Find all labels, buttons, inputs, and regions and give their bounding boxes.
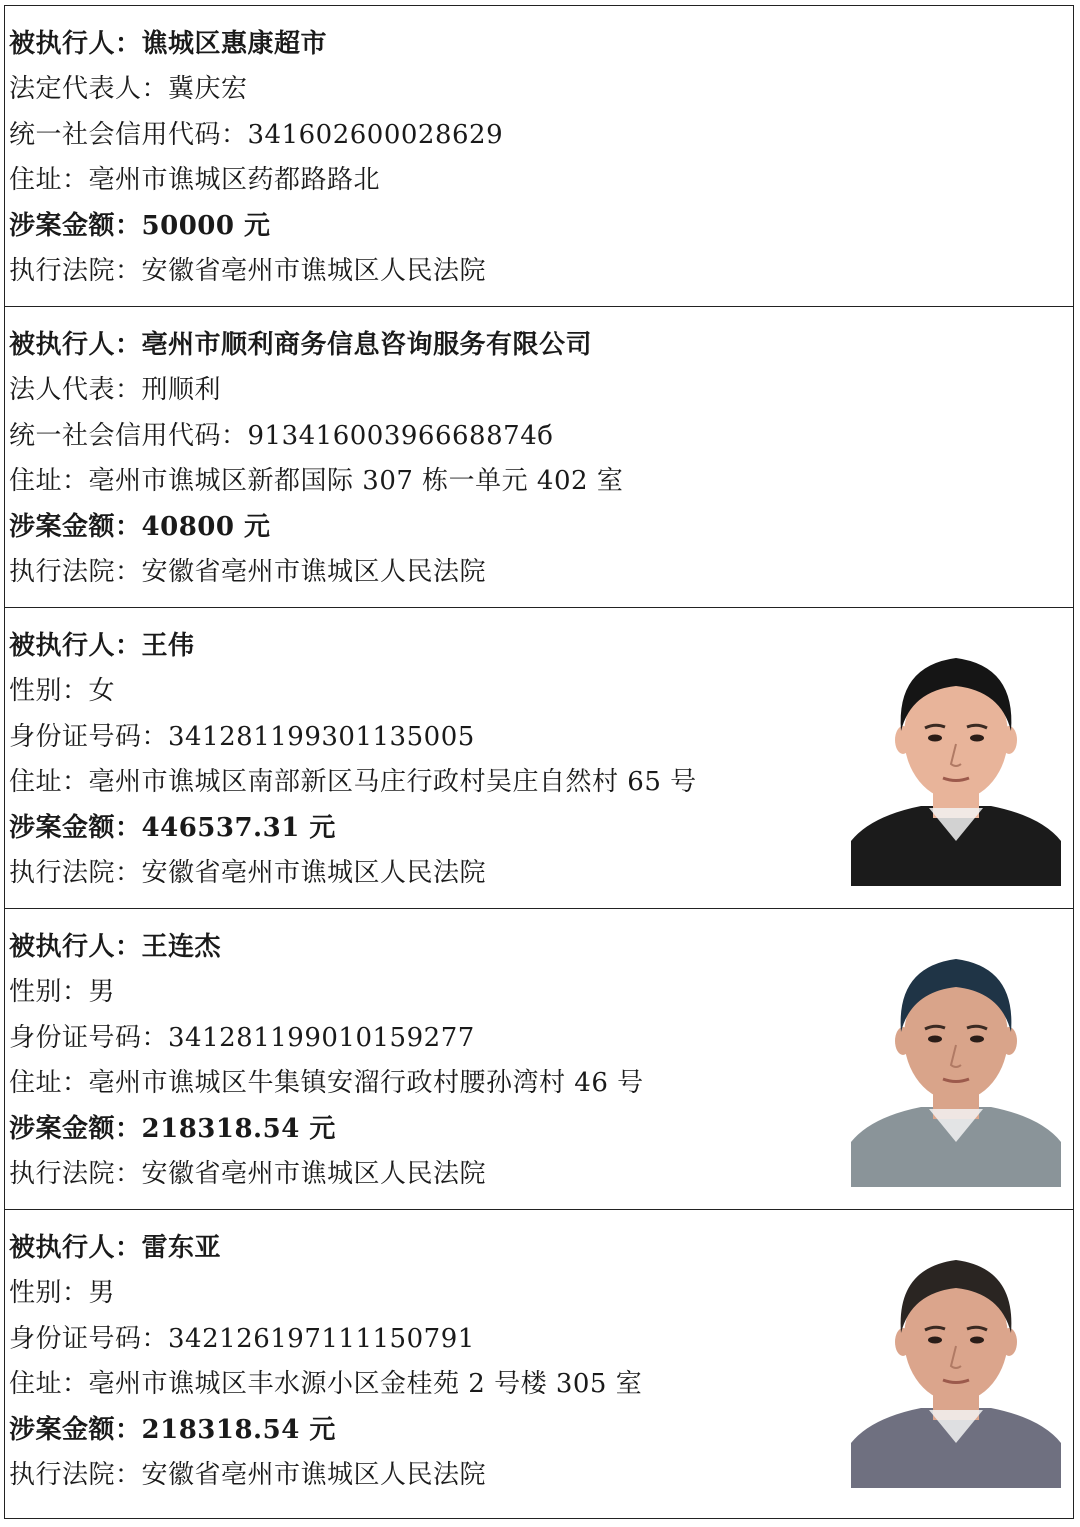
field-label: 住址： bbox=[9, 1369, 89, 1400]
field-value: 亳州市顺利商务信息咨询服务有限公司 bbox=[141, 330, 593, 360]
record-field bbox=[9, 249, 1073, 294]
field-value: 安徽省亳州市谯城区人民法院 bbox=[141, 1158, 487, 1189]
debtor-record bbox=[5, 608, 1073, 909]
debtor-record bbox=[5, 6, 1073, 307]
debtor-record bbox=[5, 909, 1073, 1210]
record-field bbox=[9, 505, 1073, 550]
record-field bbox=[9, 550, 1073, 595]
field-value: 50000 元 bbox=[141, 210, 271, 241]
field-label: 被执行人： bbox=[9, 631, 142, 661]
field-value: 安徽省亳州市谯城区人民法院 bbox=[141, 857, 487, 888]
field-value: 341602600028629 bbox=[247, 119, 504, 150]
record-field bbox=[9, 158, 1073, 203]
field-label: 性别： bbox=[9, 676, 89, 707]
field-label: 涉案金额： bbox=[9, 210, 142, 241]
field-value: 安徽省亳州市谯城区人民法院 bbox=[141, 1459, 487, 1490]
debtor-table bbox=[4, 5, 1074, 1519]
field-label: 被执行人： bbox=[9, 29, 142, 59]
field-label: 执行法院： bbox=[9, 255, 142, 286]
field-label: 被执行人： bbox=[9, 1233, 142, 1263]
field-label: 统一社会信用代码： bbox=[9, 420, 248, 451]
record-field bbox=[9, 22, 1073, 67]
record-field bbox=[9, 204, 1073, 249]
field-value: 218318.54 元 bbox=[141, 1113, 336, 1144]
field-value: 王伟 bbox=[141, 631, 195, 661]
record-field bbox=[9, 323, 1073, 368]
field-label: 涉案金额： bbox=[9, 812, 142, 843]
field-label: 法人代表： bbox=[9, 375, 142, 406]
field-label: 身份证号码： bbox=[9, 1022, 169, 1053]
field-value: 王连杰 bbox=[141, 932, 222, 962]
field-value: 亳州市谯城区药都路路北 bbox=[88, 165, 381, 196]
field-value: 342126197111150791 bbox=[168, 1323, 475, 1354]
field-label: 被执行人： bbox=[9, 330, 142, 360]
field-value: 冀庆宏 bbox=[168, 74, 248, 105]
field-value: 218318.54 元 bbox=[141, 1414, 336, 1445]
field-value: 谯城区惠康超市 bbox=[141, 29, 328, 59]
field-label: 住址： bbox=[9, 466, 89, 497]
field-label: 统一社会信用代码： bbox=[9, 119, 248, 150]
record-field bbox=[9, 368, 1073, 413]
field-label: 执行法院： bbox=[9, 1158, 142, 1189]
portrait-male-photo bbox=[851, 937, 1061, 1187]
field-label: 性别： bbox=[9, 1278, 89, 1309]
field-label: 身份证号码： bbox=[9, 721, 169, 752]
field-value: 男 bbox=[88, 977, 116, 1008]
debtor-record bbox=[5, 1210, 1073, 1518]
field-label: 住址： bbox=[9, 767, 89, 798]
field-label: 执行法院： bbox=[9, 857, 142, 888]
field-label: 执行法院： bbox=[9, 1459, 142, 1490]
record-field bbox=[9, 414, 1073, 459]
field-value: 91341600396668874б bbox=[247, 420, 554, 451]
field-value: 刑顺利 bbox=[141, 375, 222, 406]
portrait-female-photo bbox=[851, 636, 1061, 886]
field-value: 安徽省亳州市谯城区人民法院 bbox=[141, 255, 487, 286]
field-value: 雷东亚 bbox=[141, 1233, 222, 1263]
field-value: 亳州市谯城区牛集镇安溜行政村腰孙湾村 46 号 bbox=[88, 1068, 644, 1099]
record-field bbox=[9, 67, 1073, 112]
field-label: 法定代表人： bbox=[9, 74, 169, 105]
field-label: 性别： bbox=[9, 977, 89, 1008]
field-value: 亳州市谯城区丰水源小区金桂苑 2 号楼 305 室 bbox=[88, 1369, 643, 1400]
field-label: 身份证号码： bbox=[9, 1323, 169, 1354]
field-label: 被执行人： bbox=[9, 932, 142, 962]
field-value: 亳州市谯城区新都国际 307 栋一单元 402 室 bbox=[88, 466, 624, 497]
field-value: 446537.31 元 bbox=[141, 812, 336, 843]
field-value: 安徽省亳州市谯城区人民法院 bbox=[141, 556, 487, 587]
field-label: 住址： bbox=[9, 1068, 89, 1099]
portrait-male-photo bbox=[851, 1238, 1061, 1488]
field-value: 341281199010159277 bbox=[168, 1022, 475, 1053]
field-label: 住址： bbox=[9, 165, 89, 196]
field-value: 亳州市谯城区南部新区马庄行政村吴庄自然村 65 号 bbox=[88, 767, 697, 798]
debtor-record bbox=[5, 307, 1073, 608]
field-label: 涉案金额： bbox=[9, 1414, 142, 1445]
field-value: 女 bbox=[88, 676, 116, 707]
field-label: 涉案金额： bbox=[9, 1113, 142, 1144]
field-value: 341281199301135005 bbox=[168, 721, 475, 752]
record-field bbox=[9, 459, 1073, 504]
field-value: 男 bbox=[88, 1278, 116, 1309]
field-value: 40800 元 bbox=[141, 511, 271, 542]
record-field bbox=[9, 113, 1073, 158]
field-label: 涉案金额： bbox=[9, 511, 142, 542]
field-label: 执行法院： bbox=[9, 556, 142, 587]
